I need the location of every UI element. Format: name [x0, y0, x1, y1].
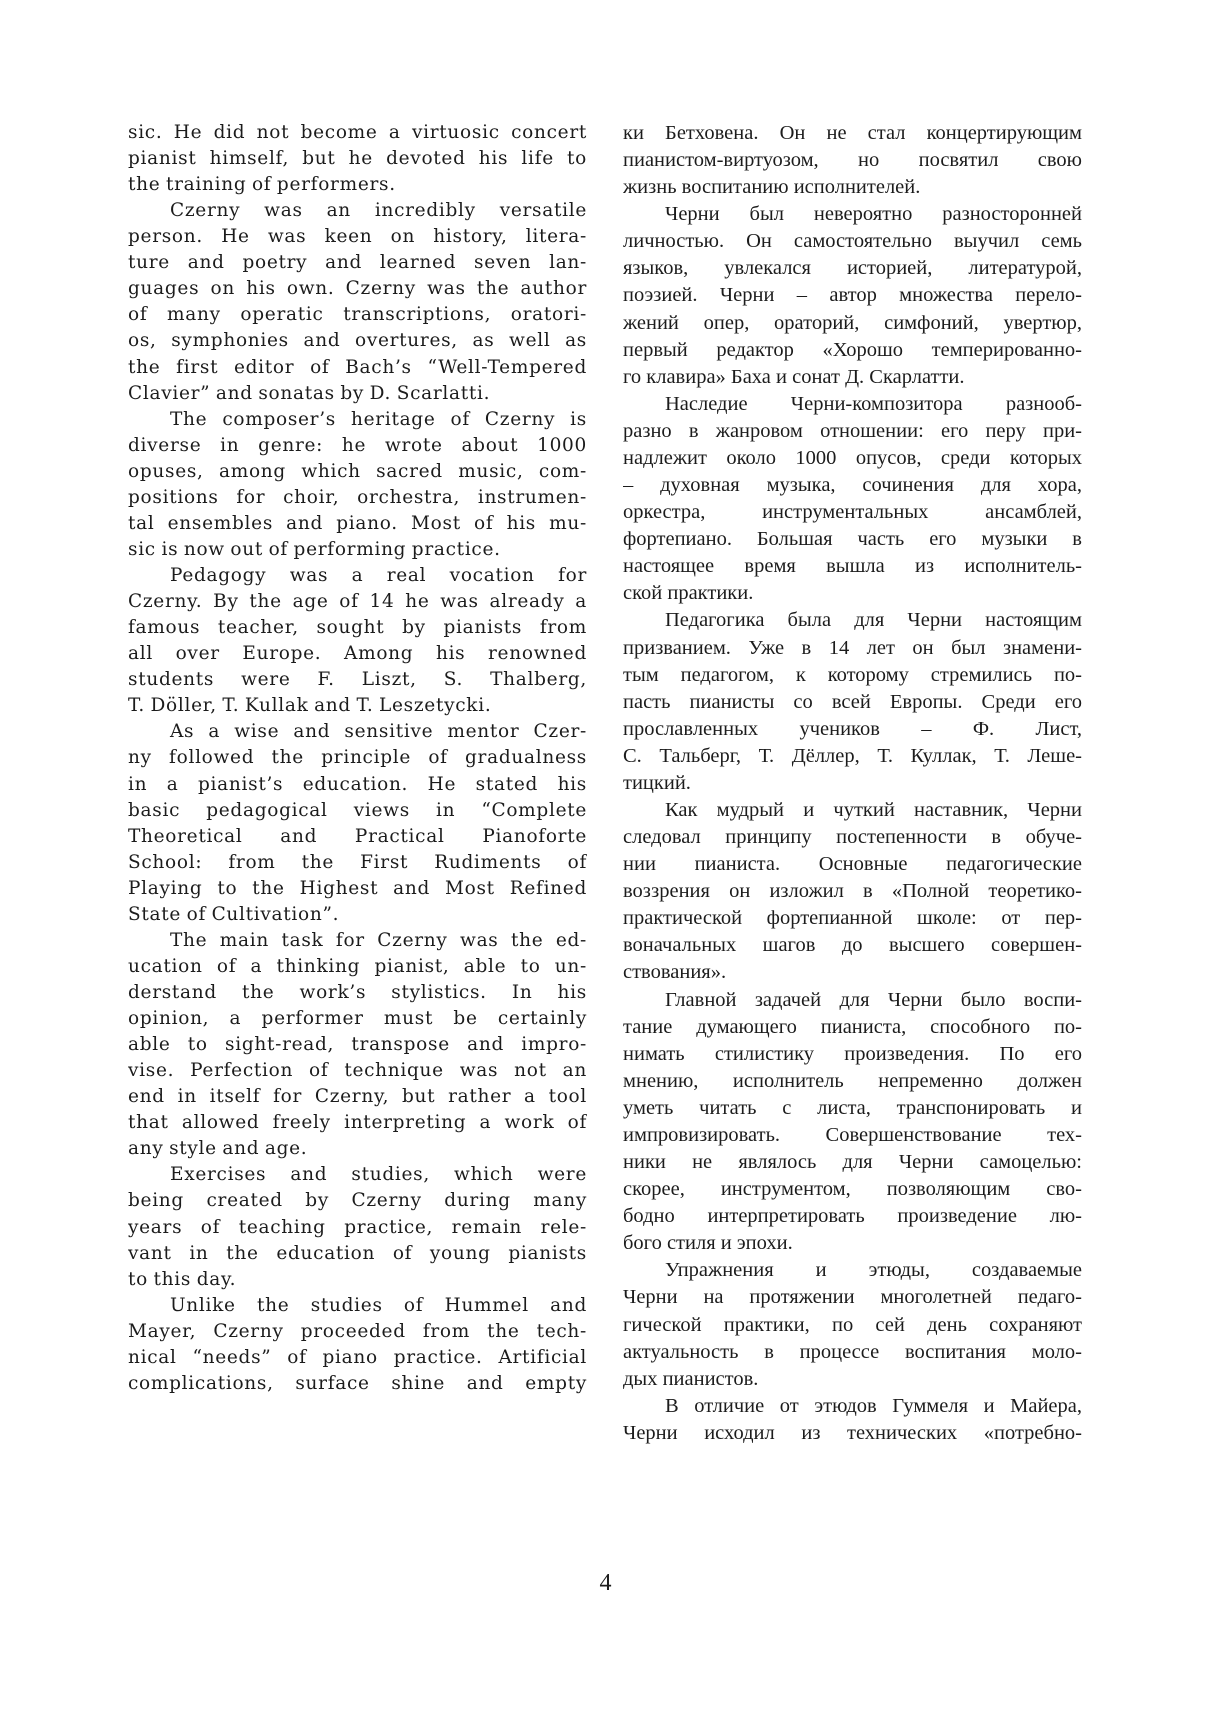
text-line: sic. He did not become a virtuosic concert [128, 122, 587, 143]
text-line: The main task for Czerny was the ed- [170, 929, 587, 951]
text-line: years of teaching practice, remain rele- [128, 1216, 587, 1238]
text-line: Педагогика была для Черни настоящим [665, 609, 1082, 632]
text-line: vise. Perfection of technique was not an [128, 1060, 587, 1082]
text-line: нии пианиста. Основные педагогические [623, 853, 1082, 876]
text-line: being created by Czerny during many [128, 1190, 587, 1212]
text-line: Czerny. By the age of 14 he was already a [128, 591, 587, 613]
text-line: person. He was keen on history, litera- [128, 226, 587, 248]
text-line: жизнь воспитанию исполнителей. [623, 176, 921, 199]
text-line: Упражнения и этюды, создаваемые [665, 1259, 1082, 1282]
text-line: прославленных учеников – Ф. Лист, [623, 717, 1082, 740]
text-line: ки Бетховена. Он не стал концертирующим [623, 122, 1082, 144]
text-line: opuses, among which sacred music, com- [128, 460, 587, 482]
text-line: скорее, инструментом, позволяющим сво- [623, 1178, 1082, 1201]
text-line: positions for choir, orchestra, instrumen- [128, 486, 587, 508]
text-line: Наследие Черни-композитора разнооб- [665, 392, 1082, 415]
text-line: воззрения он изложил в «Полной теоретико- [623, 880, 1082, 903]
text-line: Playing to the Highest and Most Refined [128, 877, 587, 899]
text-line: пианистом-виртуозом, но посвятил свою [623, 149, 1082, 172]
text-line: надлежит около 1000 опусов, среди которых [623, 446, 1082, 469]
text-line: Unlike the studies of Hummel and [170, 1294, 587, 1316]
text-line: бого стиля и эпохи. [623, 1232, 793, 1255]
text-line: разно в жанровом отношении: его перу при- [623, 419, 1082, 442]
text-line: As a wise and sensitive mentor Czer- [170, 721, 587, 743]
text-line: able to sight-read, transpose and impro- [128, 1034, 587, 1056]
text-line: complications, surface shine and empty [128, 1372, 587, 1394]
text-line: Черни на протяжении многолетней педаго- [623, 1286, 1082, 1309]
text-line: os, symphonies and overtures, as well as [128, 330, 587, 352]
text-line: актуальность в процессе воспитания моло- [623, 1340, 1082, 1363]
text-line: to this day. [128, 1268, 237, 1290]
text-line: pianist himself, but he devoted his life to [128, 148, 587, 170]
text-line: of many operatic transcriptions, oratori- [128, 304, 587, 326]
text-line: жений опер, ораторий, симфоний, увертюр, [623, 311, 1082, 334]
text-line: Exercises and studies, which were [170, 1164, 587, 1186]
text-line: уметь читать с листа, транспонировать и [623, 1096, 1082, 1119]
text-line: следовал принципу постепенности в обуче- [623, 826, 1082, 849]
text-line: поэзией. Черни – автор множества перело- [623, 284, 1082, 307]
text-line: Как мудрый и чуткий наставник, Черни [665, 799, 1082, 821]
text-line: any style and age. [128, 1138, 308, 1160]
text-line: дых пианистов. [623, 1367, 759, 1390]
text-line: го клавира» Баха и сонат Д. Скарлатти. [623, 365, 965, 388]
text-line: ucation of a thinking pianist, able to un- [128, 955, 587, 977]
text-line: Theoretical and Practical Pianoforte [128, 825, 587, 847]
text-line: Czerny was an incredibly versatile [170, 200, 587, 222]
text-line: импровизировать. Совершенствование тех- [623, 1123, 1082, 1146]
text-line: opinion, a performer must be certainly [128, 1008, 587, 1030]
text-line: тицкий. [623, 771, 691, 794]
text-line: that allowed freely interpreting a work of [128, 1112, 587, 1134]
text-line: оркестра, инструментальных ансамблей, [623, 501, 1082, 524]
text-line: мнению, исполнитель непременно должен [623, 1069, 1082, 1092]
text-line: vant in the education of young pianists [128, 1242, 587, 1264]
text-line: ской практики. [623, 582, 754, 605]
text-line: настоящее время вышла из исполнитель- [623, 555, 1082, 578]
text-line: nical “needs” of piano practice. Artificial [128, 1346, 587, 1368]
text-line: воначальных шагов до высшего совершен- [623, 934, 1082, 957]
text-line: basic pedagogical views in “Complete [128, 799, 587, 821]
page-number: 4 [599, 1570, 612, 1596]
text-line: ny followed the principle of gradualness [128, 747, 587, 769]
text-line: students were F. Liszt, S. Thalberg, [128, 669, 587, 691]
text-line: State of Cultivation”. [128, 903, 340, 925]
text-line: all over Europe. Among his renowned [128, 643, 587, 665]
text-line: тым педагогом, к которому стремились по- [623, 663, 1082, 686]
text-line: the training of performers. [128, 174, 396, 196]
text-line: Черни исходил из технических «потребно- [623, 1421, 1082, 1444]
text-line: С. Тальберг, Т. Дёллер, Т. Куллак, Т. Леше- [623, 744, 1082, 767]
text-line: языков, увлекался историей, литературой, [623, 257, 1082, 280]
text-line: the first editor of Bach’s “Well-Tempered [128, 356, 587, 378]
text-line: in a pianist’s education. He stated his [128, 773, 587, 795]
text-line: diverse in genre: he wrote about 1000 [128, 434, 587, 456]
text-line: пасть пианисты со всей Европы. Среди его [623, 690, 1082, 713]
text-line: ture and poetry and learned seven lan- [128, 252, 587, 274]
english-text-column [128, 0, 587, 1713]
text-line: end in itself for Czerny, but rather a tool [128, 1086, 587, 1108]
text-line: практической фортепианной школе: от пер- [623, 907, 1082, 930]
text-line: Главной задачей для Черни было воспи- [665, 988, 1082, 1011]
text-line: derstand the work’s stylistics. In his [128, 981, 587, 1003]
text-line: Clavier” and sonatas by D. Scarlatti. [128, 382, 491, 404]
text-line: ники не являлось для Черни самоцелью: [623, 1151, 1082, 1174]
text-line: первый редактор «Хорошо темперированно- [623, 338, 1082, 361]
text-line: School: from the First Rudiments of [128, 851, 587, 873]
text-line: бодно интерпретировать произведение лю- [623, 1205, 1082, 1228]
russian-text-column [623, 0, 1082, 1713]
text-line: ствования». [623, 961, 727, 984]
text-line: фортепиано. Большая часть его музыки в [623, 528, 1082, 551]
text-line: нимать стилистику произведения. По его [623, 1042, 1082, 1065]
text-line: – духовная музыка, сочинения для хора, [623, 474, 1082, 497]
text-line: личностью. Он самостоятельно выучил семь [623, 230, 1082, 253]
text-line: T. Döller, T. Kullak and T. Leszetycki. [128, 695, 492, 717]
text-line: Pedagogy was a real vocation for [170, 565, 587, 587]
text-line: Черни был невероятно разносторонней [665, 203, 1082, 226]
text-line: призванием. Уже в 14 лет он был знамени- [623, 636, 1082, 659]
text-line: famous teacher, sought by pianists from [128, 617, 587, 639]
text-line: guages on his own. Czerny was the author [128, 278, 587, 300]
text-line: tal ensembles and piano. Most of his mu- [128, 512, 587, 534]
text-line: В отличие от этюдов Гуммеля и Майера, [665, 1394, 1082, 1417]
text-line: sic is now out of performing practice. [128, 538, 501, 560]
text-line: гической практики, по сей день сохраняют [623, 1313, 1082, 1336]
text-line: The composer’s heritage of Czerny is [170, 408, 587, 430]
text-line: Mayer, Czerny proceeded from the tech- [128, 1320, 587, 1342]
text-line: тание думающего пианиста, способного по- [623, 1015, 1082, 1038]
